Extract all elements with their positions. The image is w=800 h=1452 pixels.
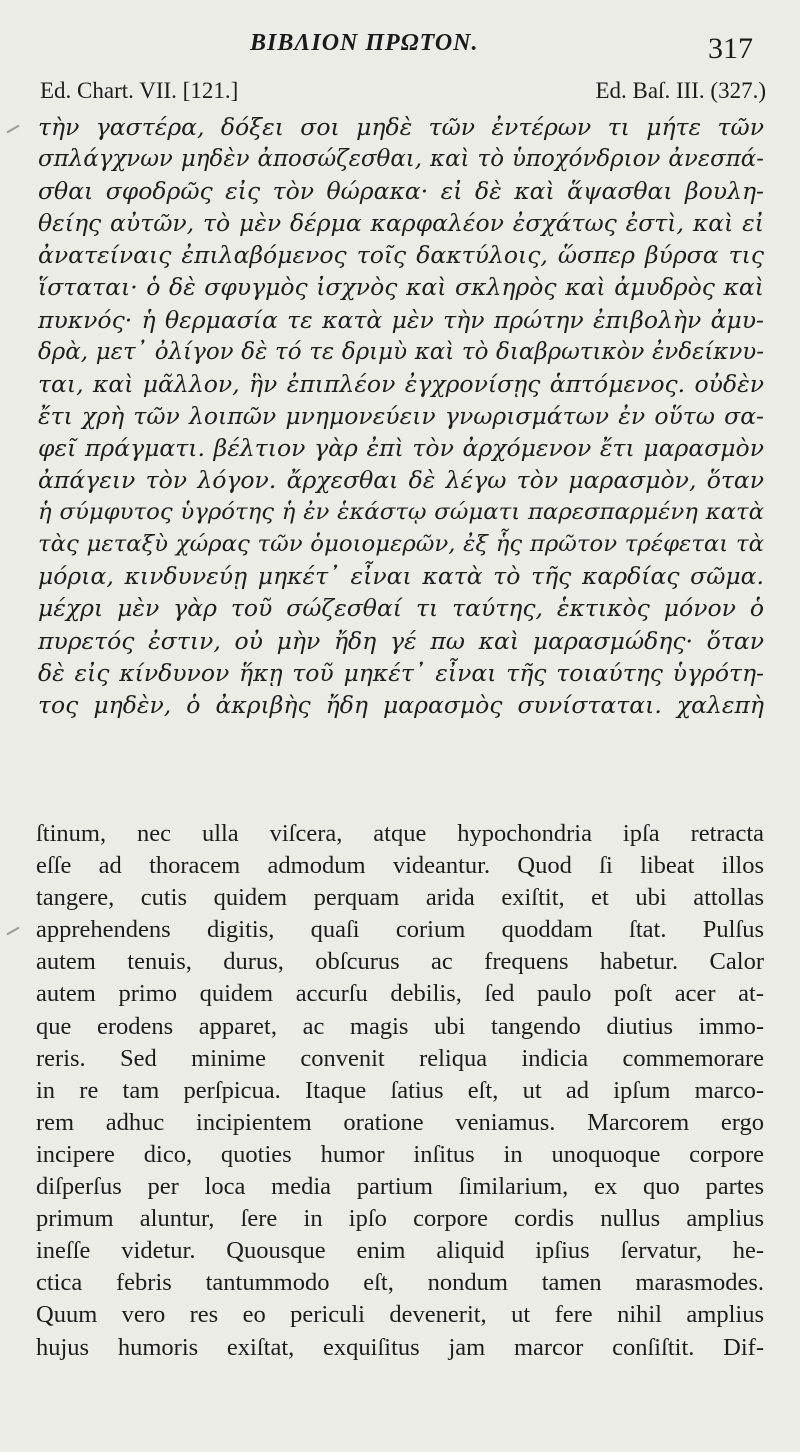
latin-line: diſperſus per loca media partium ſimilarium, ex quo partes [36,1173,764,1201]
greek-line: τὰς μεταξὺ χώρας τῶν ὁμοιομερῶν, ἐξ ἧς πρῶτον τρέφεται τὰ [38,531,764,558]
greek-line: μόρια, κινδυνεύῃ μηκέτ᾽ εἶναι κατὰ τὸ τῆς καρδίας σῶμα. [38,562,764,591]
latin-line: in re tam perſpicua. Itaque ſatius eſt, ut ad ipſum marco- [36,1076,764,1104]
latin-text-block [36,818,764,1364]
latin-line: ctica febris tantummodo eſt, nondum tamen marasmodes. [36,1269,764,1297]
greek-line: ἀνατείναις ἐπιλαβόμενος τοῖς δακτύλοις, ὥσπερ βύρσα τις [38,241,764,270]
greek-line: ἵσταται· ὁ δὲ σφυγμὸς ἰσχνὸς καὶ σκληρὸς καὶ ἀμυδρὸς καὶ [38,273,764,302]
greek-line: τὴν γαστέρα, δόξει σοι μηδὲ τῶν ἐντέρων τι μήτε τῶν [38,113,764,141]
greek-line: πυκνός· ἡ θερμασία τε κατὰ μὲν τὴν πρώτην ἐπιβολὴν ἀμυ- [38,305,764,334]
greek-line: τος μηδὲν, ὁ ἀκριβὴς ἤδη μαρασμὸς συνίσταται. χαλεπὴ [38,690,764,719]
greek-text-block [38,111,764,721]
latin-line: que erodens apparet, ac magis ubi tangendo diutius immo- [36,1012,764,1040]
latin-line: apprehendens digitis, quaſi corium quoddam ſtat. Pulſus [36,916,764,944]
running-head: ΒΙΒΛΙΟΝ ΠΡΩΤΟΝ. [250,30,479,56]
latin-line: autem primo quidem accurſu debilis, ſed paulo poſt acer at- [36,980,764,1008]
latin-line: tangere, cutis quidem perquam arida exiſtit, et ubi attollas [36,884,764,912]
greek-line: σθαι σφοδρῶς εἰς τὸν θώρακα· εἰ δὲ καὶ ἅψασθαι βουλη- [38,177,764,206]
greek-line: φεῖ πράγματι. βέλτιον γὰρ ἐπὶ τὸν ἀρχόμενον ἔτι μαρασμὸν [38,433,764,462]
page-number: 317 [708,32,753,65]
latin-line: primum aluntur, ſere in ipſo corpore cordis nullus amplius [36,1205,764,1233]
margin-mark [6,927,19,936]
latin-line: autem tenuis, durus, obſcurus ac frequens habetur. Calor [36,948,764,976]
greek-line: πυρετός ἐστιν, οὐ μὴν ἤδη γέ πω καὶ μαρασμώδης· ὅταν [38,626,764,655]
greek-line: μέχρι μὲν γὰρ τοῦ σώζεσθαί τι ταύτης, ἑκτικὸς μόνον ὁ [38,594,764,623]
edition-reference-left: Ed. Chart. VII. [121.] [40,78,239,103]
latin-line: incipere dico, quoties humor inſitus in unoquoque corpore [36,1140,764,1168]
latin-line: eſſe ad thoracem admodum videantur. Quod ſi libeat illos [36,852,764,880]
latin-line: reris. Sed minime convenit reliqua indicia commemorare [36,1044,764,1072]
margin-mark [6,125,19,134]
latin-line: rem adhuc incipientem oratione veniamus. Marcorem ergo [36,1108,764,1136]
greek-line: σπλάγχνων μηδὲν ἀποσώζεσθαι, καὶ τὸ ὑποχόνδριον ἀνεσπά- [38,146,764,173]
greek-line: θείης αὐτῶν, τὸ μὲν δέρμα καρφαλέον ἐσχάτως ἐστὶ, καὶ εἰ [38,209,764,238]
latin-line: ineſſe videtur. Quousque enim aliquid ipſius ſervatur, he- [36,1237,764,1265]
latin-line: hujus humoris exiſtat, exquiſitus jam marcor conſiſtit. Dif- [36,1333,764,1361]
latin-line: Quum vero res eo periculi devenerit, ut fere nihil amplius [36,1301,764,1329]
greek-line: ἀπάγειν τὸν λόγον. ἄρχεσθαι δὲ λέγω τὸν μαρασμὸν, ὅταν [38,466,764,495]
latin-line: ſtinum, nec ulla viſcera, atque hypochondria ipſa retracta [36,820,764,847]
greek-line: ἔτι χρὴ τῶν λοιπῶν μνημονεύειν γνωρισμάτων ἐν οὕτω σα- [38,401,764,430]
greek-line: δὲ εἰς κίνδυνον ἥκῃ τοῦ μηκέτ᾽ εἶναι τῆς τοιαύτης ὑγρότη- [38,658,764,687]
edition-reference-right: Ed. Baſ. III. (327.) [595,78,766,103]
greek-line: δρὰ, μετ᾽ ὀλίγον δὲ τό τε δριμὺ καὶ τὸ διαβρωτικὸν ἐνδείκνυ- [38,338,764,365]
greek-line: ται, καὶ μᾶλλον, ἣν ἐπιπλέον ἐγχρονίσῃς ἁπτόμενος. οὐδὲν [38,369,764,398]
greek-line: ἡ σύμφυτος ὑγρότης ἡ ἐν ἑκάστῳ σώματι παρεσπαρμένη κατὰ [38,499,764,526]
